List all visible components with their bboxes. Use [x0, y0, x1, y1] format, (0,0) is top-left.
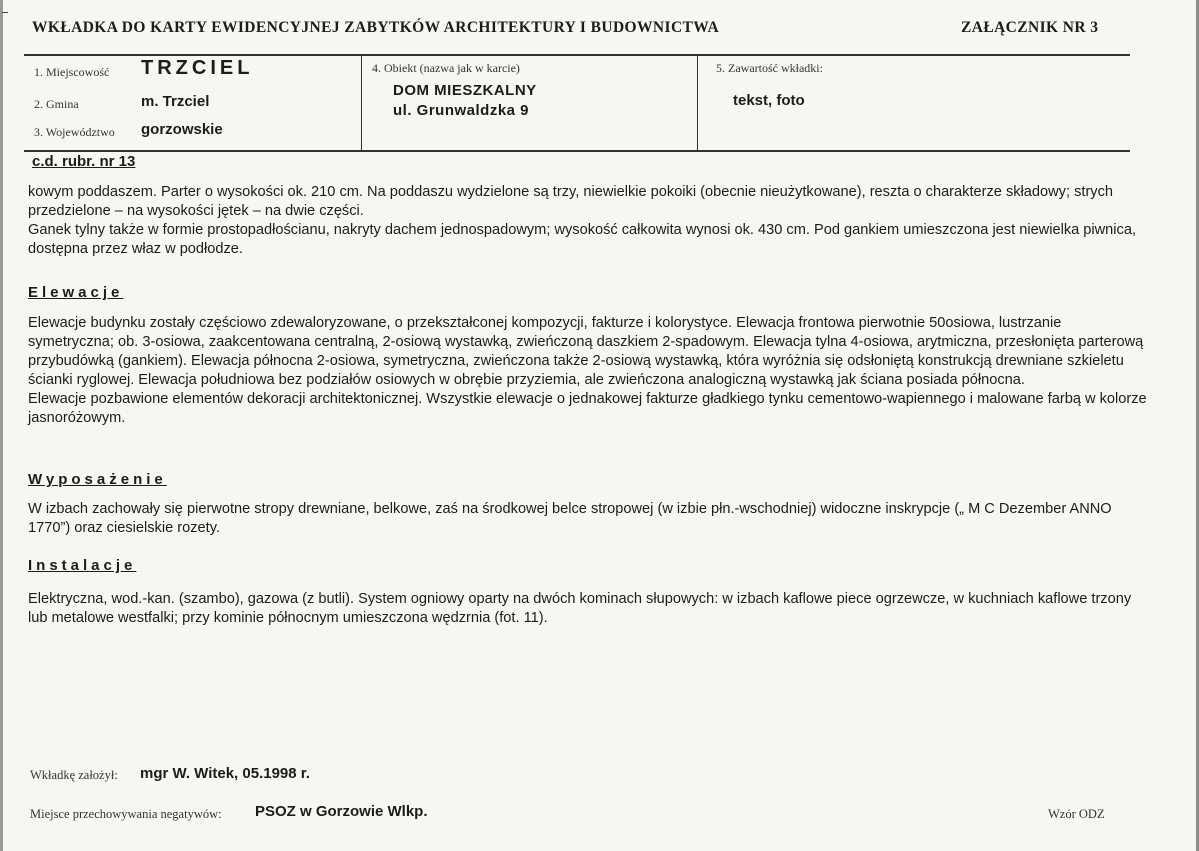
section-text-equipment: [28, 500, 1148, 538]
column-divider: [361, 54, 362, 152]
section-text-elevations: [28, 314, 1148, 428]
document-title: WKŁADKA DO KARTY EWIDENCYJNEJ ZABYTKÓW ARCHITEKTURY I BUDOWNICTWA: [32, 19, 720, 36]
storage-label: Miejsce przechowywania negatywów:: [30, 807, 222, 821]
object-label: 4. Obiekt (nazwa jak w karcie): [372, 61, 520, 75]
intro-text: [28, 183, 1148, 259]
scan-edge-left: [0, 0, 3, 851]
section-heading-installations: Instalacje: [28, 557, 137, 574]
paragraph: Elektryczna, wod.-kan. (szambo), gazowa (z butli). System ogniowy oparty na dwóch kominach słupowych: w izbach kaflowe piece ogrzewcze, w kuchniach kaflowe trzony lub metalowe westfalki; przy kominie północnym umieszczona wędzrnia (fot. 11).: [28, 591, 1132, 626]
object-name: DOM MIESZKALNY: [393, 82, 537, 99]
column-divider: [697, 54, 698, 152]
section-heading-equipment: Wyposażenie: [28, 471, 167, 488]
storage-value: PSOZ w Gorzowie Wlkp.: [255, 803, 428, 820]
author-value: mgr W. Witek, 05.1998 r.: [140, 765, 310, 782]
place-value: TRZCIEL: [141, 57, 254, 79]
annex-number: ZAŁĄCZNIK NR 3: [961, 19, 1099, 36]
paragraph: kowym poddaszem. Parter o wysokości ok. 210 cm. Na poddaszu wydzielone są trzy, niewielkie pokoiki (obecnie nieużytkowane), reszta o charakterze składowy; strych przedzielone – na wysokości jętek – na dwie części.: [28, 184, 1114, 219]
voivodeship-label: 3. Województwo: [34, 125, 115, 139]
paragraph: W izbach zachowały się pierwotne stropy drewniane, belkowe, zaś na środkowej belce stropowej (w izbie płn.-wschodniej) widoczne inskrypcje („ M C Dezember ANNO 1770”) oraz ciesielskie rozety.: [28, 501, 1112, 536]
object-address: ul. Grunwaldzka 9: [393, 102, 530, 119]
contents-value: tekst, foto: [733, 92, 805, 109]
section-heading-elevations: Elewacje: [28, 284, 124, 301]
voivodeship-value: gorzowskie: [141, 121, 223, 138]
commune-label: 2. Gmina: [34, 97, 79, 111]
place-label: 1. Miejscowość: [34, 65, 110, 79]
section-text-installations: [28, 590, 1148, 628]
paragraph: Ganek tylny także w formie prostopadłościanu, nakryty dachem jednospadowym; wysokość całkowita wynosi ok. 430 cm. Pod gankiem umieszczona jest niewielka piwnica, dostępna przez właz w podłodze.: [28, 222, 1137, 257]
template-mark: Wzór ODZ: [1048, 807, 1105, 821]
contents-label: 5. Zawartość wkładki:: [716, 61, 823, 75]
paragraph: Elewacje pozbawione elementów dekoracji architektonicznej. Wszystkie elewacje o jednakowej fakturze gładkiego tynku cementowo-wapiennego i malowane farbą w kolorze jasnoróżowym.: [28, 391, 1147, 426]
paragraph: Elewacje budynku zostały częściowo zdewaloryzowane, o przekształconej kompozycji, fakturze i kolorystyce. Elewacja frontowa pierwotnie 50osiowa, lustrzanie symetryczna; ob. 3-osiowa, zaakcentowana centralną, 2-osiową wystawką, zwieńczoną daszkiem 2-spadowym. Elewacja tylna 4-osiowa, arytmiczna, przesłonięta parterową przybudówką (gankiem). Elewacja północna 2-osiowa, symetryczna, zwieńczona także 2-osiową wystawką, która wyróżnia się odsłoniętą konstrukcją drewniane szkieletu ścianki ryglowej. Elewacja południowa bez podziałów osiowych w obrębie przyziemia, ale zwieńczona analogiczną wystawką jak ściana posiada północna.: [28, 315, 1144, 388]
commune-value: m. Trzciel: [141, 93, 210, 110]
scan-edge-mark: [2, 12, 8, 13]
continuation-label: c.d. rubr. nr 13: [32, 153, 136, 170]
author-label: Wkładkę założył:: [30, 768, 118, 782]
